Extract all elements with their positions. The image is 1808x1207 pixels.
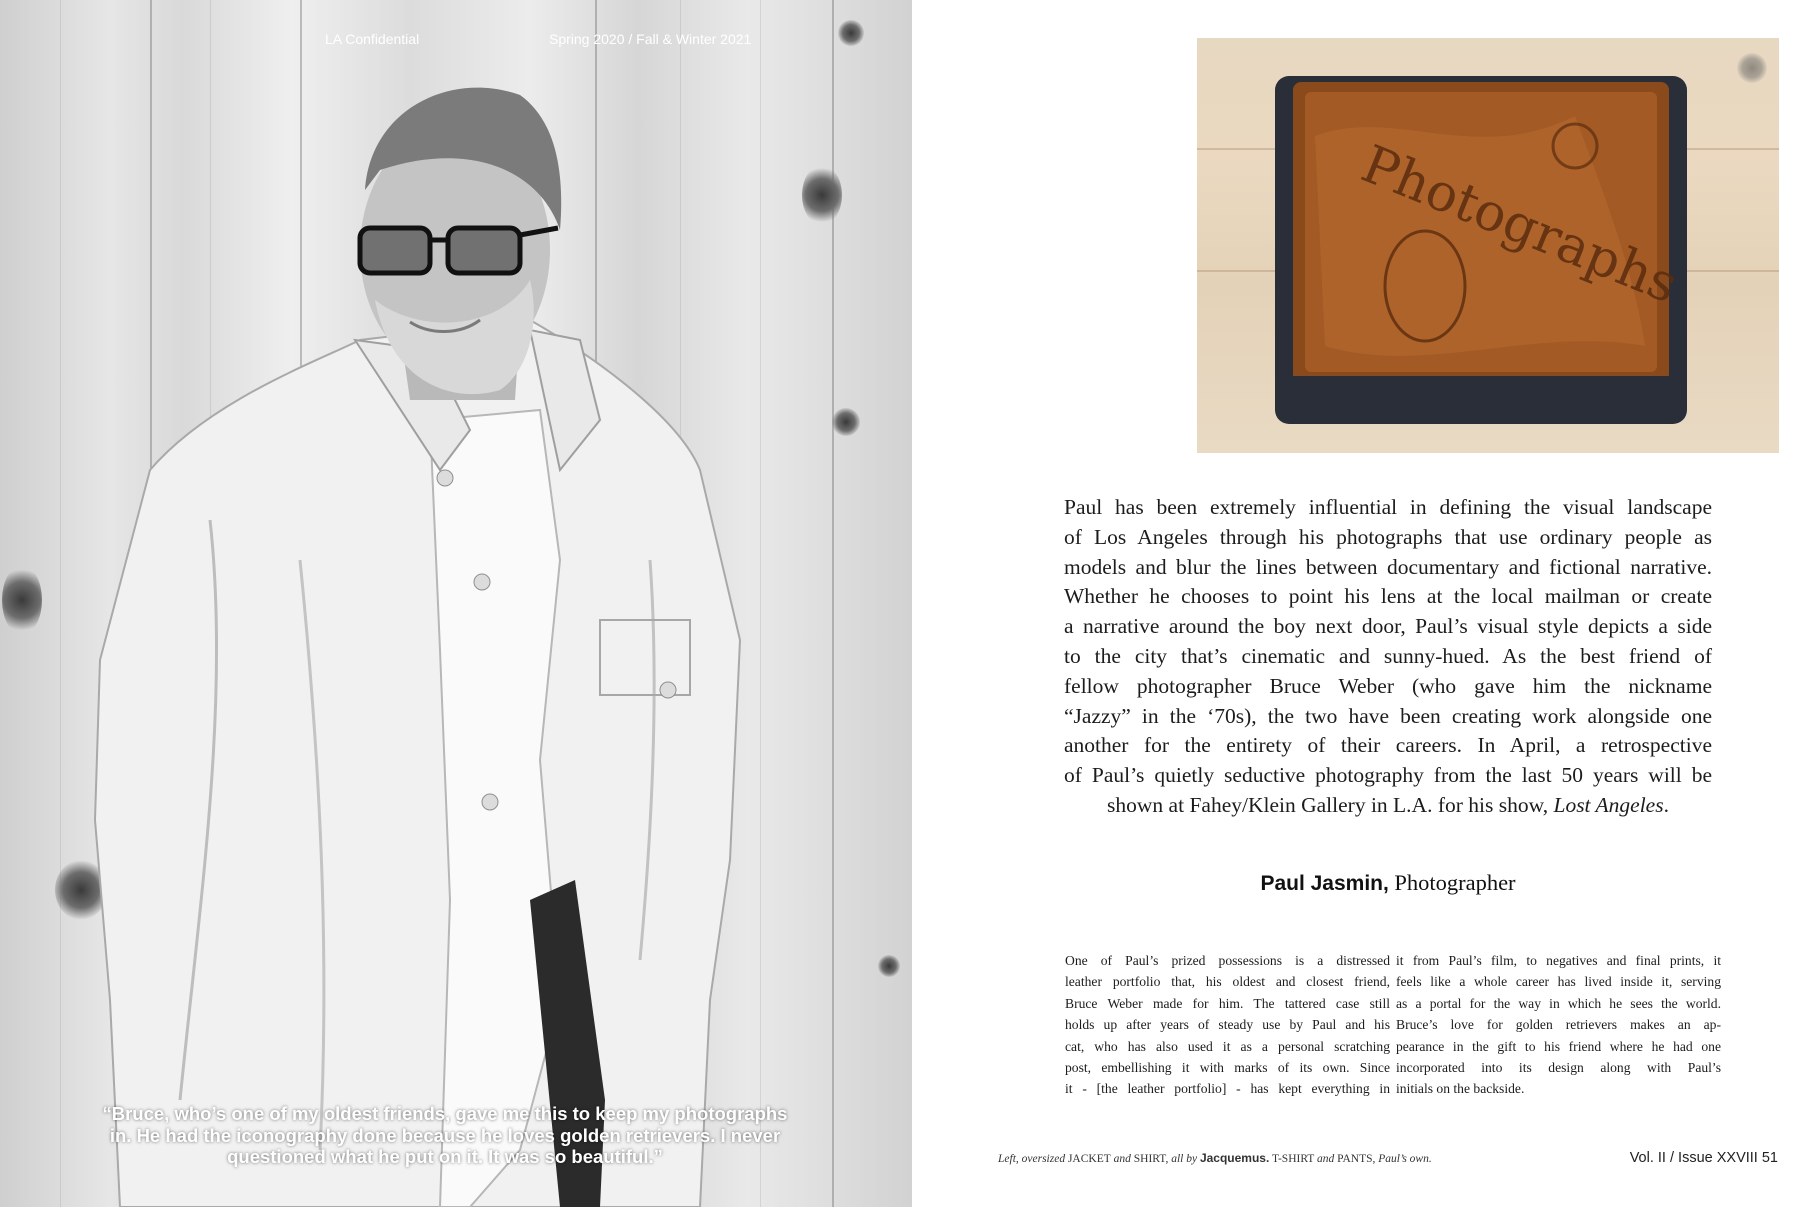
caption-line: post, embellishing it with marks of its own. Since [1065, 1060, 1390, 1076]
body-line: models and blur the lines between documentary and fictional narrative. [1064, 554, 1712, 579]
publication-title: LA Confidential [325, 31, 420, 47]
body-line: Paul has been extremely influential in defining the visual landscape [1064, 495, 1712, 519]
credit-brand: Jacquemus. [1199, 1151, 1270, 1165]
body-last-text: shown at Fahey/Klein Gallery in L.A. for his show, [1107, 792, 1554, 817]
credit-text: Left, oversized [998, 1153, 1068, 1165]
body-line: fellow photographer Bruce Weber (who gave him the nickname [1064, 673, 1712, 698]
caption-line: holds up after years of steady use by Paul and his [1065, 1017, 1390, 1033]
body-line: Whether he chooses to point his lens at the local mailman or create [1064, 584, 1712, 609]
caption-column-right [1396, 950, 1721, 1100]
credit-text: PANTS, [1334, 1153, 1379, 1165]
article-body [1064, 493, 1712, 821]
page-folio: Vol. II / Issue XXVIII 51 [1629, 1150, 1778, 1166]
caption-line: pearance in the gift to his friend where he had one [1396, 1038, 1721, 1054]
caption-line: Bruce Weber made for him. The tattered case still [1065, 995, 1390, 1011]
pull-quote-line: questioned what he put on it. It was so beautiful.” [227, 1146, 663, 1167]
leather-portfolio-photo [1197, 38, 1779, 453]
edition-label: Spring 2020 / Fall & Winter 2021 [549, 31, 752, 47]
pull-quote [40, 1103, 850, 1168]
caption-line: initials on the backside. [1396, 1081, 1525, 1097]
body-line: of Los Angeles through his photographs that use ordinary people as [1064, 524, 1712, 549]
credit-text: Paul’s own. [1378, 1153, 1432, 1165]
portfolio-illustration [1275, 76, 1687, 424]
pull-quote-line: in. He had the iconography done because he loves golden retrievers. I never [109, 1124, 781, 1146]
caption-line: it from Paul’s film, to negatives and final prints, it [1396, 953, 1721, 968]
credit-text: JACKET [1067, 1153, 1111, 1165]
caption-line: cat, who has also used it as a personal scratching [1065, 1038, 1390, 1054]
show-title: Lost Angeles [1553, 792, 1664, 817]
caption-column-left [1065, 950, 1390, 1100]
byline [1064, 870, 1712, 896]
credit-text: and [1317, 1153, 1335, 1165]
pull-quote-line: “Bruce, who’s one of my oldest friends, gave me this to keep my photographs [102, 1103, 788, 1124]
credit-text: T-SHIRT [1269, 1153, 1317, 1165]
caption-line: it - [the leather portfolio] - has kept everything in [1065, 1081, 1390, 1097]
byline-name: Paul Jasmin, [1260, 872, 1389, 895]
body-line: another for the entirety of their careers. In April, a retrospective [1064, 733, 1712, 758]
body-line: of Paul’s quietly seductive photography from the last 50 years will be [1064, 763, 1712, 788]
body-line: “Jazzy” in the ‘70s), the two have been creating work alongside one [1064, 703, 1712, 728]
caption-line: Bruce’s love for golden retrievers makes an ap- [1396, 1017, 1721, 1033]
caption-line: as a portal for the way in which he sees the world. [1396, 995, 1721, 1011]
caption-line: feels like a whole career has lived inside it, serving [1396, 974, 1721, 990]
wood-knot [1737, 53, 1767, 83]
caption-line: One of Paul’s prized possessions is a distressed [1065, 953, 1390, 968]
credit-text: SHIRT, [1133, 1153, 1169, 1165]
body-last-period: . [1663, 792, 1669, 817]
byline-role: Photographer [1394, 870, 1516, 895]
caption-line: incorporated into its design along with Paul’s [1396, 1060, 1721, 1076]
caption-line: leather portfolio that, his oldest and closest friend, [1065, 974, 1390, 990]
fashion-credits [998, 1151, 1432, 1165]
credit-text: all by [1168, 1153, 1200, 1165]
credit-text: and [1110, 1153, 1134, 1165]
body-line: to the city that’s cinematic and sunny-hued. As the best friend of [1064, 643, 1712, 668]
body-line: a narrative around the boy next door, Paul’s visual style depicts a side [1064, 614, 1712, 639]
body-line-last [1064, 791, 1712, 821]
embossed-lettering: Photographs [1353, 134, 1687, 316]
